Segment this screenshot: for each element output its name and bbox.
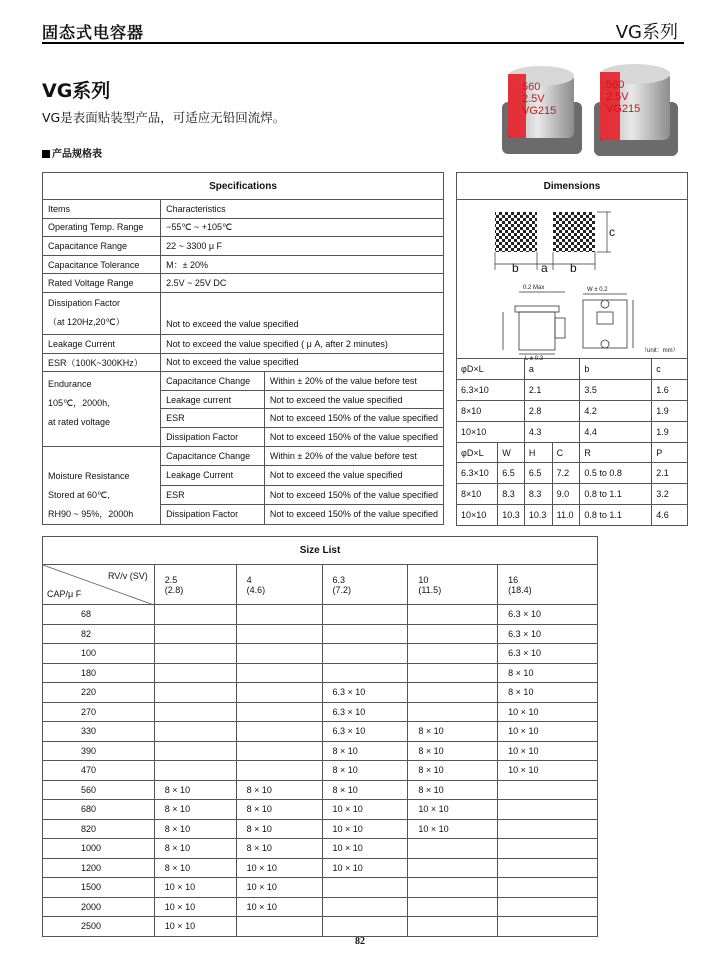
- size-cell: 8 × 10: [408, 741, 498, 761]
- size-cell: 10 × 10: [322, 800, 408, 820]
- page-number: 82: [355, 936, 365, 947]
- size-list-table: [42, 536, 598, 937]
- photo-line-3-right: VG215: [606, 103, 641, 115]
- size-cell: [498, 897, 598, 917]
- size-cell: 10 × 10: [498, 741, 598, 761]
- voltage-sv: (4.6): [246, 584, 266, 595]
- endurance-item: ESR: [161, 409, 265, 428]
- size-cell: [154, 761, 236, 781]
- spec-item: Rated Voltage Range: [43, 274, 161, 293]
- size-cell: [498, 917, 598, 937]
- size-cell: 8 × 10: [322, 741, 408, 761]
- dissipation-label-2: （at 120Hz,20℃）: [48, 317, 125, 328]
- spec-item: Capacitance Range: [43, 237, 161, 256]
- size-cell: 10 × 10: [154, 897, 236, 917]
- spec-value: M：± 20%: [161, 255, 444, 274]
- dimensions-diagram-cell: [457, 200, 688, 362]
- size-row: [43, 780, 598, 800]
- moisture-line-3: RH90 ~ 95%，2000h: [48, 508, 134, 519]
- dim2-cell: 6.3×10: [457, 463, 498, 484]
- size-cell: [322, 644, 408, 664]
- dim1-header: c: [652, 359, 688, 380]
- dim2-cell: 10.3: [524, 505, 552, 526]
- dim1-cell: 4.4: [580, 422, 652, 443]
- label-b-right: b: [570, 261, 577, 275]
- size-row: [43, 624, 598, 644]
- size-cell: [498, 878, 598, 898]
- size-cell: [408, 644, 498, 664]
- size-row: [43, 800, 598, 820]
- size-cell: [154, 722, 236, 742]
- size-cell: 10 × 10: [498, 722, 598, 742]
- header-left-title: 固态式电容器: [42, 23, 145, 42]
- size-cell: 8 × 10: [408, 761, 498, 781]
- leakage-current-value: Not to exceed the value specified ( μ A, after 2 minutes): [161, 334, 444, 353]
- specifications-table: [42, 172, 444, 525]
- endurance-item: Dissipation Factor: [161, 427, 265, 446]
- dimensions-table: [456, 172, 688, 526]
- spec-value: 2.5V ~ 25V DC: [161, 274, 444, 293]
- size-cell: [322, 878, 408, 898]
- size-cell: 8 × 10: [322, 780, 408, 800]
- size-cell: [498, 858, 598, 878]
- spec-item: Capacitance Tolerance: [43, 255, 161, 274]
- size-cell: 10 × 10: [236, 897, 322, 917]
- dim1-cell: 4.2: [580, 401, 652, 422]
- capacitor-photo: [496, 60, 686, 160]
- dim2-cell: 6.5: [524, 463, 552, 484]
- dim2-cell: 0.5 to 0.8: [580, 463, 652, 484]
- label-l: L ± 0.3: [525, 356, 544, 362]
- size-cell: [498, 800, 598, 820]
- dim2-cell: 8.3: [524, 484, 552, 505]
- voltage-rv: 4: [246, 574, 252, 585]
- photo-line-2-right: 2.5V: [606, 91, 629, 103]
- dim2-cell: 0.8 to 1.1: [580, 484, 652, 505]
- voltage-sv: (2.8): [164, 584, 184, 595]
- voltage-sv: (7.2): [332, 584, 352, 595]
- size-cap-value: 68: [43, 605, 155, 625]
- page-title: VG系列: [42, 80, 111, 102]
- size-cap-value: 180: [43, 663, 155, 683]
- size-cap-value: 1000: [43, 839, 155, 859]
- endurance-value: Not to exceed the value specified: [264, 390, 443, 409]
- esr-value: Not to exceed the value specified: [161, 353, 444, 372]
- size-cell: 8 × 10: [236, 819, 322, 839]
- endurance-value: Not to exceed 150% of the value specified: [264, 427, 443, 446]
- size-cell: [322, 663, 408, 683]
- spec-item: Items: [43, 200, 161, 219]
- esr-label: ESR（100K~300KHz）: [43, 353, 161, 372]
- size-cell: [322, 897, 408, 917]
- dissipation-label-1: Dissipation Factor: [48, 298, 121, 309]
- moisture-value: Not to exceed the value specified: [264, 466, 443, 486]
- endurance-value: Not to exceed 150% of the value specified: [264, 409, 443, 428]
- endurance-item: Leakage current: [161, 390, 265, 409]
- size-cell: [236, 605, 322, 625]
- size-cell: [154, 702, 236, 722]
- size-cell: 8 × 10: [154, 839, 236, 859]
- dim1-cell: 6.3×10: [457, 380, 525, 401]
- dim2-cell: 10×10: [457, 505, 498, 526]
- size-row: [43, 819, 598, 839]
- dim2-header: R: [580, 443, 652, 463]
- voltage-sv: (11.5): [418, 584, 442, 595]
- dimensions-caption: Dimensions: [457, 173, 688, 200]
- size-cell: [236, 761, 322, 781]
- size-cell: [408, 858, 498, 878]
- size-cell: 6.3 × 10: [322, 722, 408, 742]
- label-c: c: [609, 225, 615, 239]
- size-row: [43, 722, 598, 742]
- size-cell: [408, 605, 498, 625]
- specifications-caption: Specifications: [43, 173, 444, 200]
- size-row: [43, 917, 598, 937]
- photo-line-2-left: 2.5V: [522, 93, 545, 105]
- size-cell: [236, 644, 322, 664]
- size-cap-value: 560: [43, 780, 155, 800]
- size-cell: 8 × 10: [236, 839, 322, 859]
- header-rule: [42, 42, 684, 44]
- size-row: [43, 878, 598, 898]
- size-cap-value: 1500: [43, 878, 155, 898]
- size-row: [43, 858, 598, 878]
- size-cell: [322, 624, 408, 644]
- size-cell: 10 × 10: [408, 800, 498, 820]
- moisture-value: Not to exceed 150% of the value specified: [264, 485, 443, 505]
- voltage-rv: 16: [508, 574, 519, 585]
- size-row: [43, 605, 598, 625]
- dim2-header: φD×L: [457, 443, 498, 463]
- endurance-line-1: Endurance: [48, 379, 92, 390]
- dim1-cell: 1.9: [652, 401, 688, 422]
- dim1-header: φD×L: [457, 359, 525, 380]
- size-cell: [408, 917, 498, 937]
- unit-note: （unit：mm）: [641, 348, 679, 354]
- size-cap-value: 820: [43, 819, 155, 839]
- size-row: [43, 683, 598, 703]
- size-cell: 10 × 10: [498, 702, 598, 722]
- dim1-cell: 1.9: [652, 422, 688, 443]
- dim2-header: H: [524, 443, 552, 463]
- size-list-caption: Size List: [43, 537, 598, 565]
- size-cell: [408, 702, 498, 722]
- size-cell: 8 × 10: [408, 780, 498, 800]
- size-cell: [322, 917, 408, 937]
- spec-value: −55℃ ~ +105℃: [161, 218, 444, 237]
- dim2-cell: 9.0: [552, 484, 580, 505]
- moisture-label: [43, 446, 161, 524]
- spec-value: Characteristics: [161, 200, 444, 219]
- size-cell: [154, 741, 236, 761]
- size-row: [43, 702, 598, 722]
- size-cell: 10 × 10: [154, 878, 236, 898]
- dimensions-diagram: [457, 200, 687, 362]
- dissipation-factor-value: Not to exceed the value specified: [161, 292, 444, 334]
- size-cap-value: 100: [43, 644, 155, 664]
- dim2-cell: 11.0: [552, 505, 580, 526]
- dim2-cell: 8×10: [457, 484, 498, 505]
- size-cell: [498, 839, 598, 859]
- photo-line-3-left: VG215: [522, 105, 557, 117]
- size-cell: 10 × 10: [322, 858, 408, 878]
- size-row: [43, 663, 598, 683]
- top-view-outline: [583, 294, 633, 348]
- size-row: [43, 897, 598, 917]
- size-cell: 8 × 10: [236, 780, 322, 800]
- size-cell: [408, 624, 498, 644]
- moisture-value: Within ± 20% of the value before test: [264, 446, 443, 466]
- endurance-line-3: at rated voltage: [48, 417, 111, 428]
- dim2-cell: 2.1: [652, 463, 688, 484]
- size-cell: 8 × 10: [154, 819, 236, 839]
- photo-line-1-right: 560: [606, 79, 625, 91]
- moisture-line-1: Moisture Resistance: [48, 470, 130, 481]
- dim1-cell: 8×10: [457, 401, 525, 422]
- header-right-title: VG系列: [615, 22, 678, 43]
- size-cell: 8 × 10: [498, 683, 598, 703]
- size-cell: 6.3 × 10: [498, 644, 598, 664]
- voltage-header: [154, 565, 236, 605]
- size-cell: [408, 897, 498, 917]
- endurance-value: Within ± 20% of the value before test: [264, 372, 443, 391]
- moisture-item: Capacitance Change: [161, 446, 265, 466]
- size-cell: 10 × 10: [322, 819, 408, 839]
- dim2-cell: 10.3: [498, 505, 525, 526]
- size-cell: [236, 624, 322, 644]
- voltage-header: [236, 565, 322, 605]
- size-cell: 8 × 10: [498, 663, 598, 683]
- endurance-line-2: 105℃，2000h,: [48, 398, 110, 409]
- endurance-label: [43, 372, 161, 446]
- size-list-corner: [43, 565, 155, 605]
- size-cell: [236, 663, 322, 683]
- moisture-item: Dissipation Factor: [161, 505, 265, 525]
- corner-bottom-label: CAP/μ F: [47, 589, 82, 599]
- dim1-header: b: [580, 359, 652, 380]
- dim2-header: W: [498, 443, 525, 463]
- photo-line-1-left: 560: [522, 81, 541, 93]
- size-row: [43, 741, 598, 761]
- size-cell: 8 × 10: [322, 761, 408, 781]
- section-label: [42, 145, 102, 160]
- size-cell: 8 × 10: [154, 780, 236, 800]
- size-cell: 10 × 10: [498, 761, 598, 781]
- dim1-header: a: [524, 359, 580, 380]
- size-cell: [408, 663, 498, 683]
- dim2-cell: 8.3: [498, 484, 525, 505]
- voltage-header: [322, 565, 408, 605]
- voltage-rv: 10: [418, 574, 429, 585]
- size-cell: [498, 819, 598, 839]
- voltage-header: [498, 565, 598, 605]
- moisture-value: Not to exceed 150% of the value specified: [264, 505, 443, 525]
- size-cell: [498, 780, 598, 800]
- dissipation-factor-label: [43, 292, 161, 334]
- size-cell: [154, 644, 236, 664]
- dim2-cell: 6.5: [498, 463, 525, 484]
- size-cap-value: 82: [43, 624, 155, 644]
- dim1-cell: 10×10: [457, 422, 525, 443]
- size-cap-value: 470: [43, 761, 155, 781]
- size-cell: [236, 741, 322, 761]
- dim2-cell: 3.2: [652, 484, 688, 505]
- endurance-item: Capacitance Change: [161, 372, 265, 391]
- label-w: W ± 0.2: [587, 287, 608, 293]
- size-cell: 6.3 × 10: [322, 702, 408, 722]
- size-cell: [154, 663, 236, 683]
- size-cell: 8 × 10: [154, 800, 236, 820]
- moisture-line-2: Stored at 60℃,: [48, 489, 110, 500]
- section-label-text: 产品规格表: [52, 149, 102, 160]
- size-cap-value: 270: [43, 702, 155, 722]
- size-cell: [408, 878, 498, 898]
- moisture-item: Leakage Current: [161, 466, 265, 486]
- size-cap-value: 220: [43, 683, 155, 703]
- moisture-item: ESR: [161, 485, 265, 505]
- size-cell: [408, 683, 498, 703]
- side-view-outline: [503, 292, 565, 354]
- size-cell: [154, 605, 236, 625]
- pad-right: [553, 212, 595, 252]
- pad-left: [495, 212, 537, 252]
- voltage-sv: (18.4): [508, 584, 532, 595]
- size-row: [43, 644, 598, 664]
- size-cell: 10 × 10: [154, 917, 236, 937]
- size-row: [43, 839, 598, 859]
- size-cell: 10 × 10: [236, 858, 322, 878]
- size-cap-value: 330: [43, 722, 155, 742]
- size-cell: [236, 683, 322, 703]
- square-bullet-icon: [42, 150, 50, 158]
- size-cell: [154, 624, 236, 644]
- size-cell: [154, 683, 236, 703]
- dim1-cell: 1.6: [652, 380, 688, 401]
- dim1-cell: 4.3: [524, 422, 580, 443]
- dim2-header: P: [652, 443, 688, 463]
- spec-item: Operating Temp. Range: [43, 218, 161, 237]
- size-cell: 6.3 × 10: [322, 683, 408, 703]
- size-cell: 6.3 × 10: [498, 605, 598, 625]
- dim2-header: C: [552, 443, 580, 463]
- size-cell: 8 × 10: [236, 800, 322, 820]
- size-row: [43, 761, 598, 781]
- size-cell: [236, 917, 322, 937]
- corner-top-label: RV/v (SV): [107, 571, 148, 581]
- size-cell: 10 × 10: [322, 839, 408, 859]
- voltage-rv: 6.3: [332, 574, 346, 585]
- size-cell: 8 × 10: [408, 722, 498, 742]
- dim1-cell: 2.1: [524, 380, 580, 401]
- size-cap-value: 2000: [43, 897, 155, 917]
- dim2-cell: 0.8 to 1.1: [580, 505, 652, 526]
- label-b-left: b: [512, 261, 519, 275]
- size-cap-value: 680: [43, 800, 155, 820]
- dim2-cell: 7.2: [552, 463, 580, 484]
- size-cell: 8 × 10: [154, 858, 236, 878]
- dim2-cell: 4.6: [652, 505, 688, 526]
- dim1-cell: 3.5: [580, 380, 652, 401]
- size-cell: [236, 702, 322, 722]
- spec-value: 22 ~ 3300 μ F: [161, 237, 444, 256]
- size-cell: [236, 722, 322, 742]
- size-cap-value: 1200: [43, 858, 155, 878]
- size-cell: 6.3 × 10: [498, 624, 598, 644]
- dim1-cell: 2.8: [524, 401, 580, 422]
- size-cell: 10 × 10: [408, 819, 498, 839]
- leakage-current-label: Leakage Current: [43, 334, 161, 353]
- label-a: a: [541, 261, 548, 275]
- size-cell: [408, 839, 498, 859]
- voltage-header: [408, 565, 498, 605]
- description: VG是表面贴装型产品，可适应无铅回流焊。: [42, 110, 286, 125]
- size-cap-value: 390: [43, 741, 155, 761]
- voltage-rv: 2.5: [164, 574, 178, 585]
- size-cell: 10 × 10: [236, 878, 322, 898]
- size-cap-value: 2500: [43, 917, 155, 937]
- label-max: 0.2 Max: [523, 285, 545, 291]
- size-cell: [322, 605, 408, 625]
- size-list-body: [43, 605, 598, 937]
